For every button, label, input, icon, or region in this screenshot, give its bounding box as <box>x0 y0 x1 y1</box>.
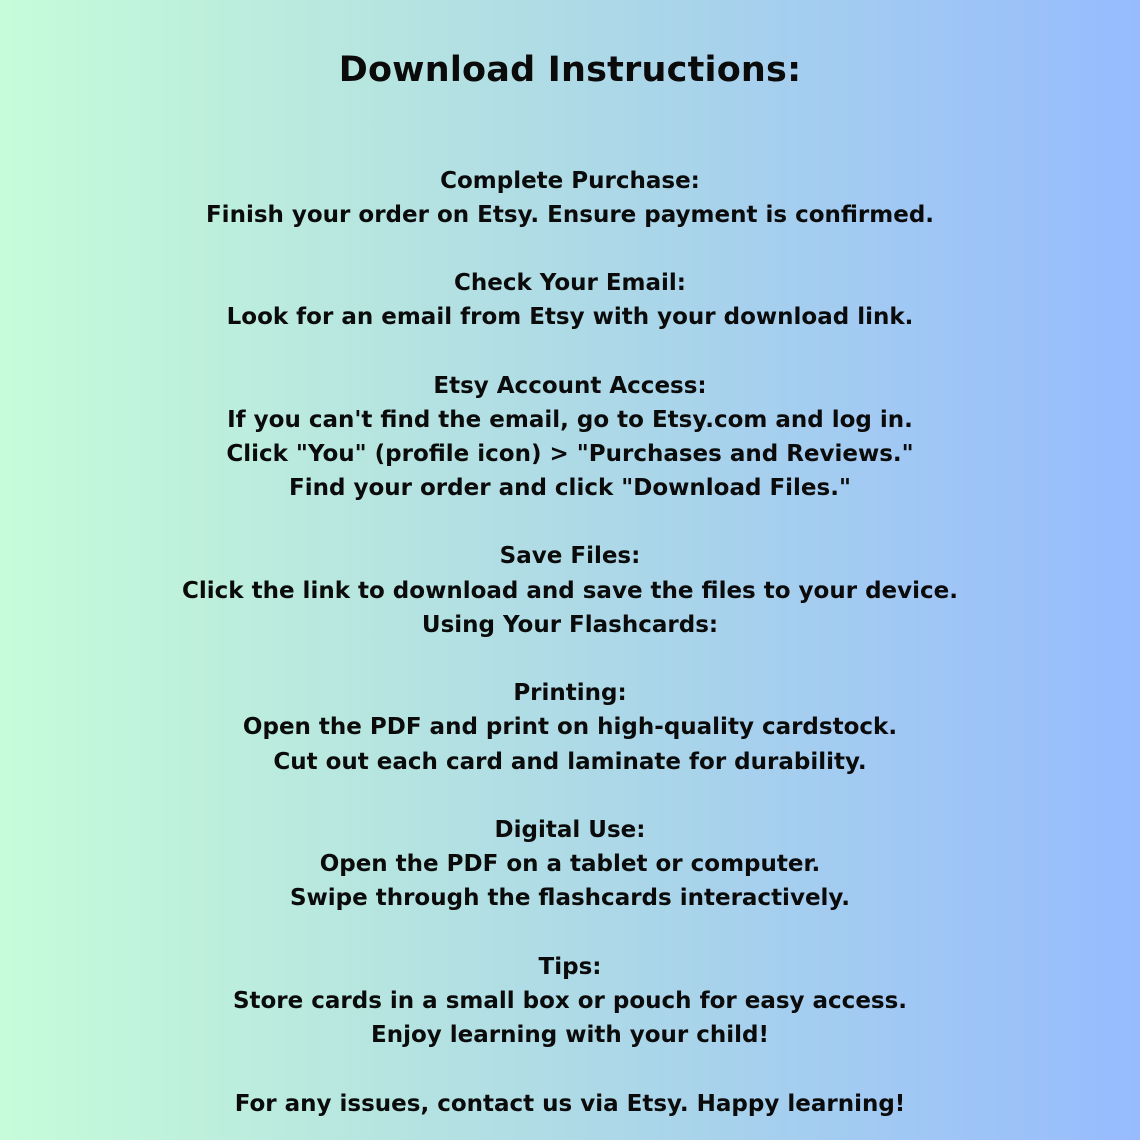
section-text-check-email: Look for an email from Etsy with your download link. <box>226 304 914 330</box>
section-text-save-files: Click the link to download and save the files to your device. <box>182 578 958 604</box>
section-text-account-access-3: Find your order and click "Download Files." <box>289 475 851 501</box>
section-heading-digital-use: Digital Use: <box>494 817 646 843</box>
section-text-digital-use-2: Swipe through the flashcards interactively. <box>289 885 851 911</box>
section-text-digital-use-1: Open the PDF on a tablet or computer. <box>319 851 821 877</box>
section-heading-save-files: Save Files: <box>499 543 641 569</box>
section-text-printing-2: Cut out each card and laminate for durability. <box>273 749 867 775</box>
section-text-printing-1: Open the PDF and print on high-quality cardstock. <box>242 714 898 740</box>
section-heading-using-flashcards: Using Your Flashcards: <box>421 612 719 638</box>
section-text-account-access-2: Click "You" (profile icon) > "Purchases and Reviews." <box>226 441 914 467</box>
section-text-tips-1: Store cards in a small box or pouch for easy access. <box>232 988 908 1014</box>
footer-note: For any issues, contact us via Etsy. Happy learning! <box>234 1091 906 1117</box>
section-heading-account-access: Etsy Account Access: <box>433 373 707 399</box>
section-text-tips-2: Enjoy learning with your child! <box>371 1022 769 1048</box>
section-heading-printing: Printing: <box>513 680 627 706</box>
section-text-complete-purchase: Finish your order on Etsy. Ensure payment is confirmed. <box>205 202 935 228</box>
section-heading-complete-purchase: Complete Purchase: <box>440 168 700 194</box>
section-text-account-access-1: If you can't find the email, go to Etsy.com and log in. <box>227 407 913 433</box>
section-heading-tips: Tips: <box>538 954 602 980</box>
page-title: Download Instructions: <box>338 50 802 90</box>
section-heading-check-email: Check Your Email: <box>453 270 687 296</box>
